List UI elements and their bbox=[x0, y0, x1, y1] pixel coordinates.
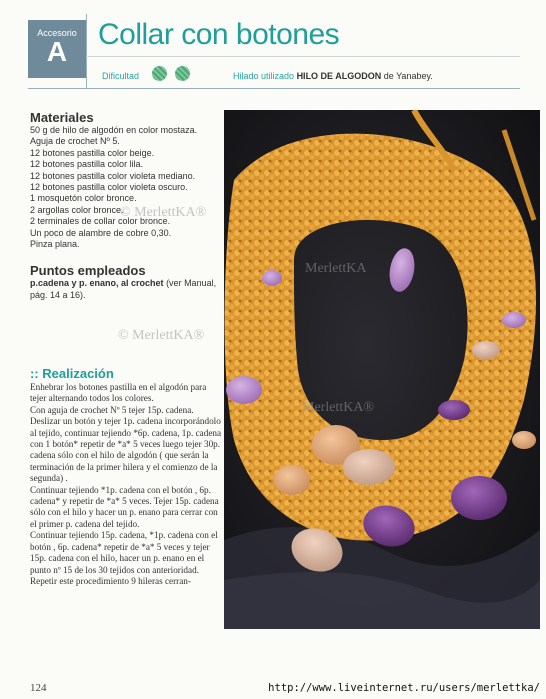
page-number: 124 bbox=[30, 682, 47, 694]
instruction-paragraph: Continuar tejiendo 15p. cadena, *1p. cadena con el botón , 6p. cadena* repetir de *a* 5 veces y tejer 15p. cadena con el hilo, hacer un p. enano en el punto nº 15 de los 30 tejidos con anterioridad. bbox=[30, 530, 218, 575]
accessory-label: Accesorio bbox=[37, 28, 77, 38]
stitches-reference: (ver Manual, pág. 14 a 16). bbox=[30, 278, 217, 300]
list-item: 1 mosquetón color bronce. bbox=[30, 193, 137, 204]
list-item: Un poco de alambre de cobre 0,30. bbox=[30, 227, 172, 238]
yarn-label: Hilado utilizado bbox=[233, 71, 295, 81]
list-item: 12 botones pastilla color lila. bbox=[30, 159, 144, 170]
instruction-paragraph: Repetir este procedimiento 9 hileras cerran- bbox=[30, 575, 191, 586]
instruction-paragraph: Con aguja de crochet Nº 5 tejer 15p. cadena. Deslizar un botón y tejer 1p. cadena incorporándolo al tejido, continuar tejiendo *6p. cadena, 1p. cadena con 1 botón* repetir de *a* 5 veces luego tejer 30p. cadena sólo con el hilo de algodón ( que serán la terminación de la primer hilera y el comienzo de la segunda) . bbox=[30, 404, 222, 484]
list-item: Pinza plana. bbox=[30, 239, 80, 250]
watermark: MerlettKA® bbox=[302, 400, 375, 415]
materials-list bbox=[30, 125, 197, 250]
watermark: MerlettKA bbox=[305, 261, 367, 276]
list-item: Aguja de crochet Nº 5. bbox=[30, 136, 120, 147]
stitches-text bbox=[30, 278, 220, 301]
list-item: 12 botones pastilla color violeta oscuro. bbox=[30, 182, 188, 193]
necklace-photo bbox=[224, 110, 540, 629]
list-item: 12 botones pastilla color beige. bbox=[30, 147, 155, 158]
instructions-body bbox=[30, 382, 222, 587]
header-divider-bottom bbox=[28, 88, 520, 89]
stitches-names: p.cadena y p. enano, al crochet bbox=[30, 278, 164, 288]
yarn-name: HILO DE ALGODON bbox=[296, 71, 382, 81]
page-title: Collar con botones bbox=[98, 18, 340, 51]
header-divider-middle bbox=[86, 56, 520, 57]
yarn-brand: de Yanabey. bbox=[383, 71, 433, 81]
yarn-info bbox=[233, 71, 433, 81]
accessory-letter: A bbox=[46, 36, 68, 67]
list-item: 2 terminales de collar color bronce. bbox=[30, 216, 171, 227]
list-item: 2 argollas color bronce. bbox=[30, 204, 124, 215]
instruction-paragraph: Enhebrar los botones pastilla en el algodón para tejer alternando todos los colores. bbox=[30, 382, 207, 404]
source-url: http://www.liveinternet.ru/users/merlettka/ bbox=[268, 682, 540, 694]
yarn-ball-icon bbox=[152, 66, 167, 81]
list-item: 12 botones pastilla color violeta mediano. bbox=[30, 170, 196, 181]
instruction-paragraph: Continuar tejiendo *1p. cadena con el botón , 6p. cadena* y repetir de *a* 5 veces. Tejer 15p. cadena sólo con el hilo y hacer un p. enano para cerrar con el primer p. cadena del tejido. bbox=[30, 484, 219, 529]
instructions-heading: :: Realización bbox=[30, 366, 114, 381]
stitches-heading: Puntos empleados bbox=[30, 263, 146, 278]
materials-heading: Materiales bbox=[30, 110, 94, 125]
difficulty-label: Dificultad bbox=[102, 71, 140, 81]
watermark: © MerlettKA® bbox=[118, 328, 205, 343]
list-item: 50 g de hilo de algodón en color mostaza. bbox=[30, 125, 198, 135]
header-divider-vertical bbox=[86, 14, 87, 88]
accessory-badge bbox=[28, 20, 86, 78]
yarn-ball-icon bbox=[175, 66, 190, 81]
watermark: © MerlettKA® bbox=[120, 205, 207, 220]
